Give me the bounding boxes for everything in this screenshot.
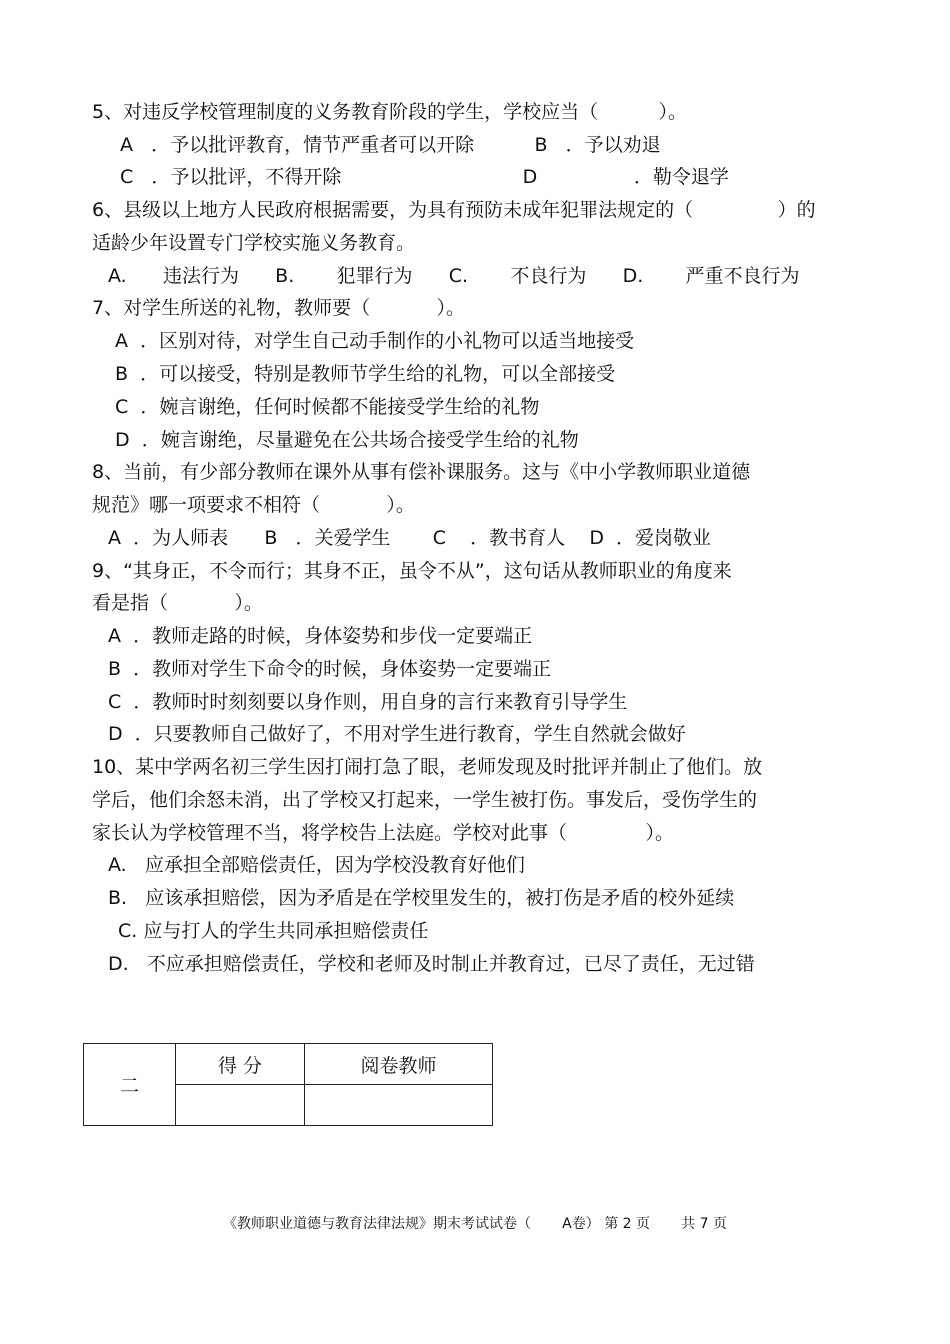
question-10-option: D. 不应承担赔偿责任，学校和老师及时制止并教育过，已尽了责任，无过错	[108, 953, 755, 975]
grader-entry-cell[interactable]	[305, 1085, 493, 1126]
score-table	[83, 1043, 493, 1126]
score-label: 得 分	[217, 1054, 263, 1077]
question-10-stem: 学后，他们余怒未消，出了学校又打起来，一学生被打伤。事发后，受伤学生的	[92, 789, 758, 811]
question-9-stem: 9、“其身正，不令而行；其身不正，虽令不从”，这句话从教师职业的角度来	[92, 560, 732, 582]
question-10-stem: 家长认为学校管理不当，将学校告上法庭。学校对此事（ ）。	[92, 822, 675, 844]
question-10-option: C. 应与打人的学生共同承担赔偿责任	[118, 920, 429, 942]
question-5-option-row: C ．予以批评，不得开除 D ．勒令退学	[120, 166, 729, 188]
question-5-option-row: A ．予以批评教育，情节严重者可以开除 B ．予以劝退	[120, 134, 661, 156]
question-7-option: D ．婉言谢绝，尽量避免在公共场合接受学生给的礼物	[115, 429, 579, 451]
question-7-option: C ．婉言谢绝，任何时候都不能接受学生给的礼物	[115, 396, 540, 418]
question-9-stem: 看是指（ ）。	[92, 592, 263, 614]
question-9-option: C ．教师时时刻刻要以身作则，用自身的言行来教育引导学生	[108, 691, 628, 713]
question-6-stem: 6、县级以上地方人民政府根据需要，为具有预防未成年犯罪法规定的（ ）的	[92, 199, 816, 221]
question-7-option: A ．区别对待，对学生自己动手制作的小礼物可以适当地接受	[115, 330, 635, 352]
question-10-stem: 10、某中学两名初三学生因打闹打急了眼，老师发现及时批评并制止了他们。放	[92, 756, 763, 778]
question-10-option: B. 应该承担赔偿，因为矛盾是在学校里发生的，被打伤是矛盾的校外延续	[108, 887, 735, 909]
section-number: 二	[119, 1075, 139, 1097]
score-label-cell	[176, 1044, 305, 1085]
score-entry-cell[interactable]	[176, 1085, 305, 1126]
question-9-option: B ．教师对学生下命令的时候，身体姿势一定要端正	[108, 658, 552, 680]
question-8-option-row: A ．为人师表 B ．关爱学生 C ．教书育人 D ．爱岗敬业	[108, 527, 712, 549]
question-8-stem: 规范》哪一项要求不相符（ ）。	[92, 494, 415, 516]
question-6-option-row: A. 违法行为 B. 犯罪行为 C. 不良行为 D. 严重不良行为	[108, 265, 800, 287]
section-number-cell	[84, 1044, 176, 1126]
question-7-stem: 7、对学生所送的礼物，教师要（ ）。	[92, 297, 466, 319]
page-footer: 《教师职业道德与教育法律法规》期末考试试卷（ A卷） 第 2 页 共 7 页	[223, 1216, 727, 1232]
question-6-stem: 适龄少年设置专门学校实施义务教育。	[92, 232, 416, 254]
question-9-option: D ．只要教师自己做好了，不用对学生进行教育，学生自然就会做好	[108, 723, 686, 745]
question-7-option: B ．可以接受，特别是教师节学生给的礼物，可以全部接受	[115, 363, 616, 385]
question-5-stem: 5、对违反学校管理制度的义务教育阶段的学生，学校应当（ ）。	[92, 101, 687, 123]
grader-label-cell	[305, 1044, 493, 1085]
question-9-option: A ．教师走路的时候，身体姿势和步伐一定要端正	[108, 625, 533, 647]
grader-label: 阅卷教师	[360, 1054, 437, 1077]
question-8-stem: 8、当前，有少部分教师在课外从事有偿补课服务。这与《中小学教师职业道德	[92, 461, 751, 483]
question-10-option: A. 应承担全部赔偿责任，因为学校没教育好他们	[108, 854, 525, 876]
